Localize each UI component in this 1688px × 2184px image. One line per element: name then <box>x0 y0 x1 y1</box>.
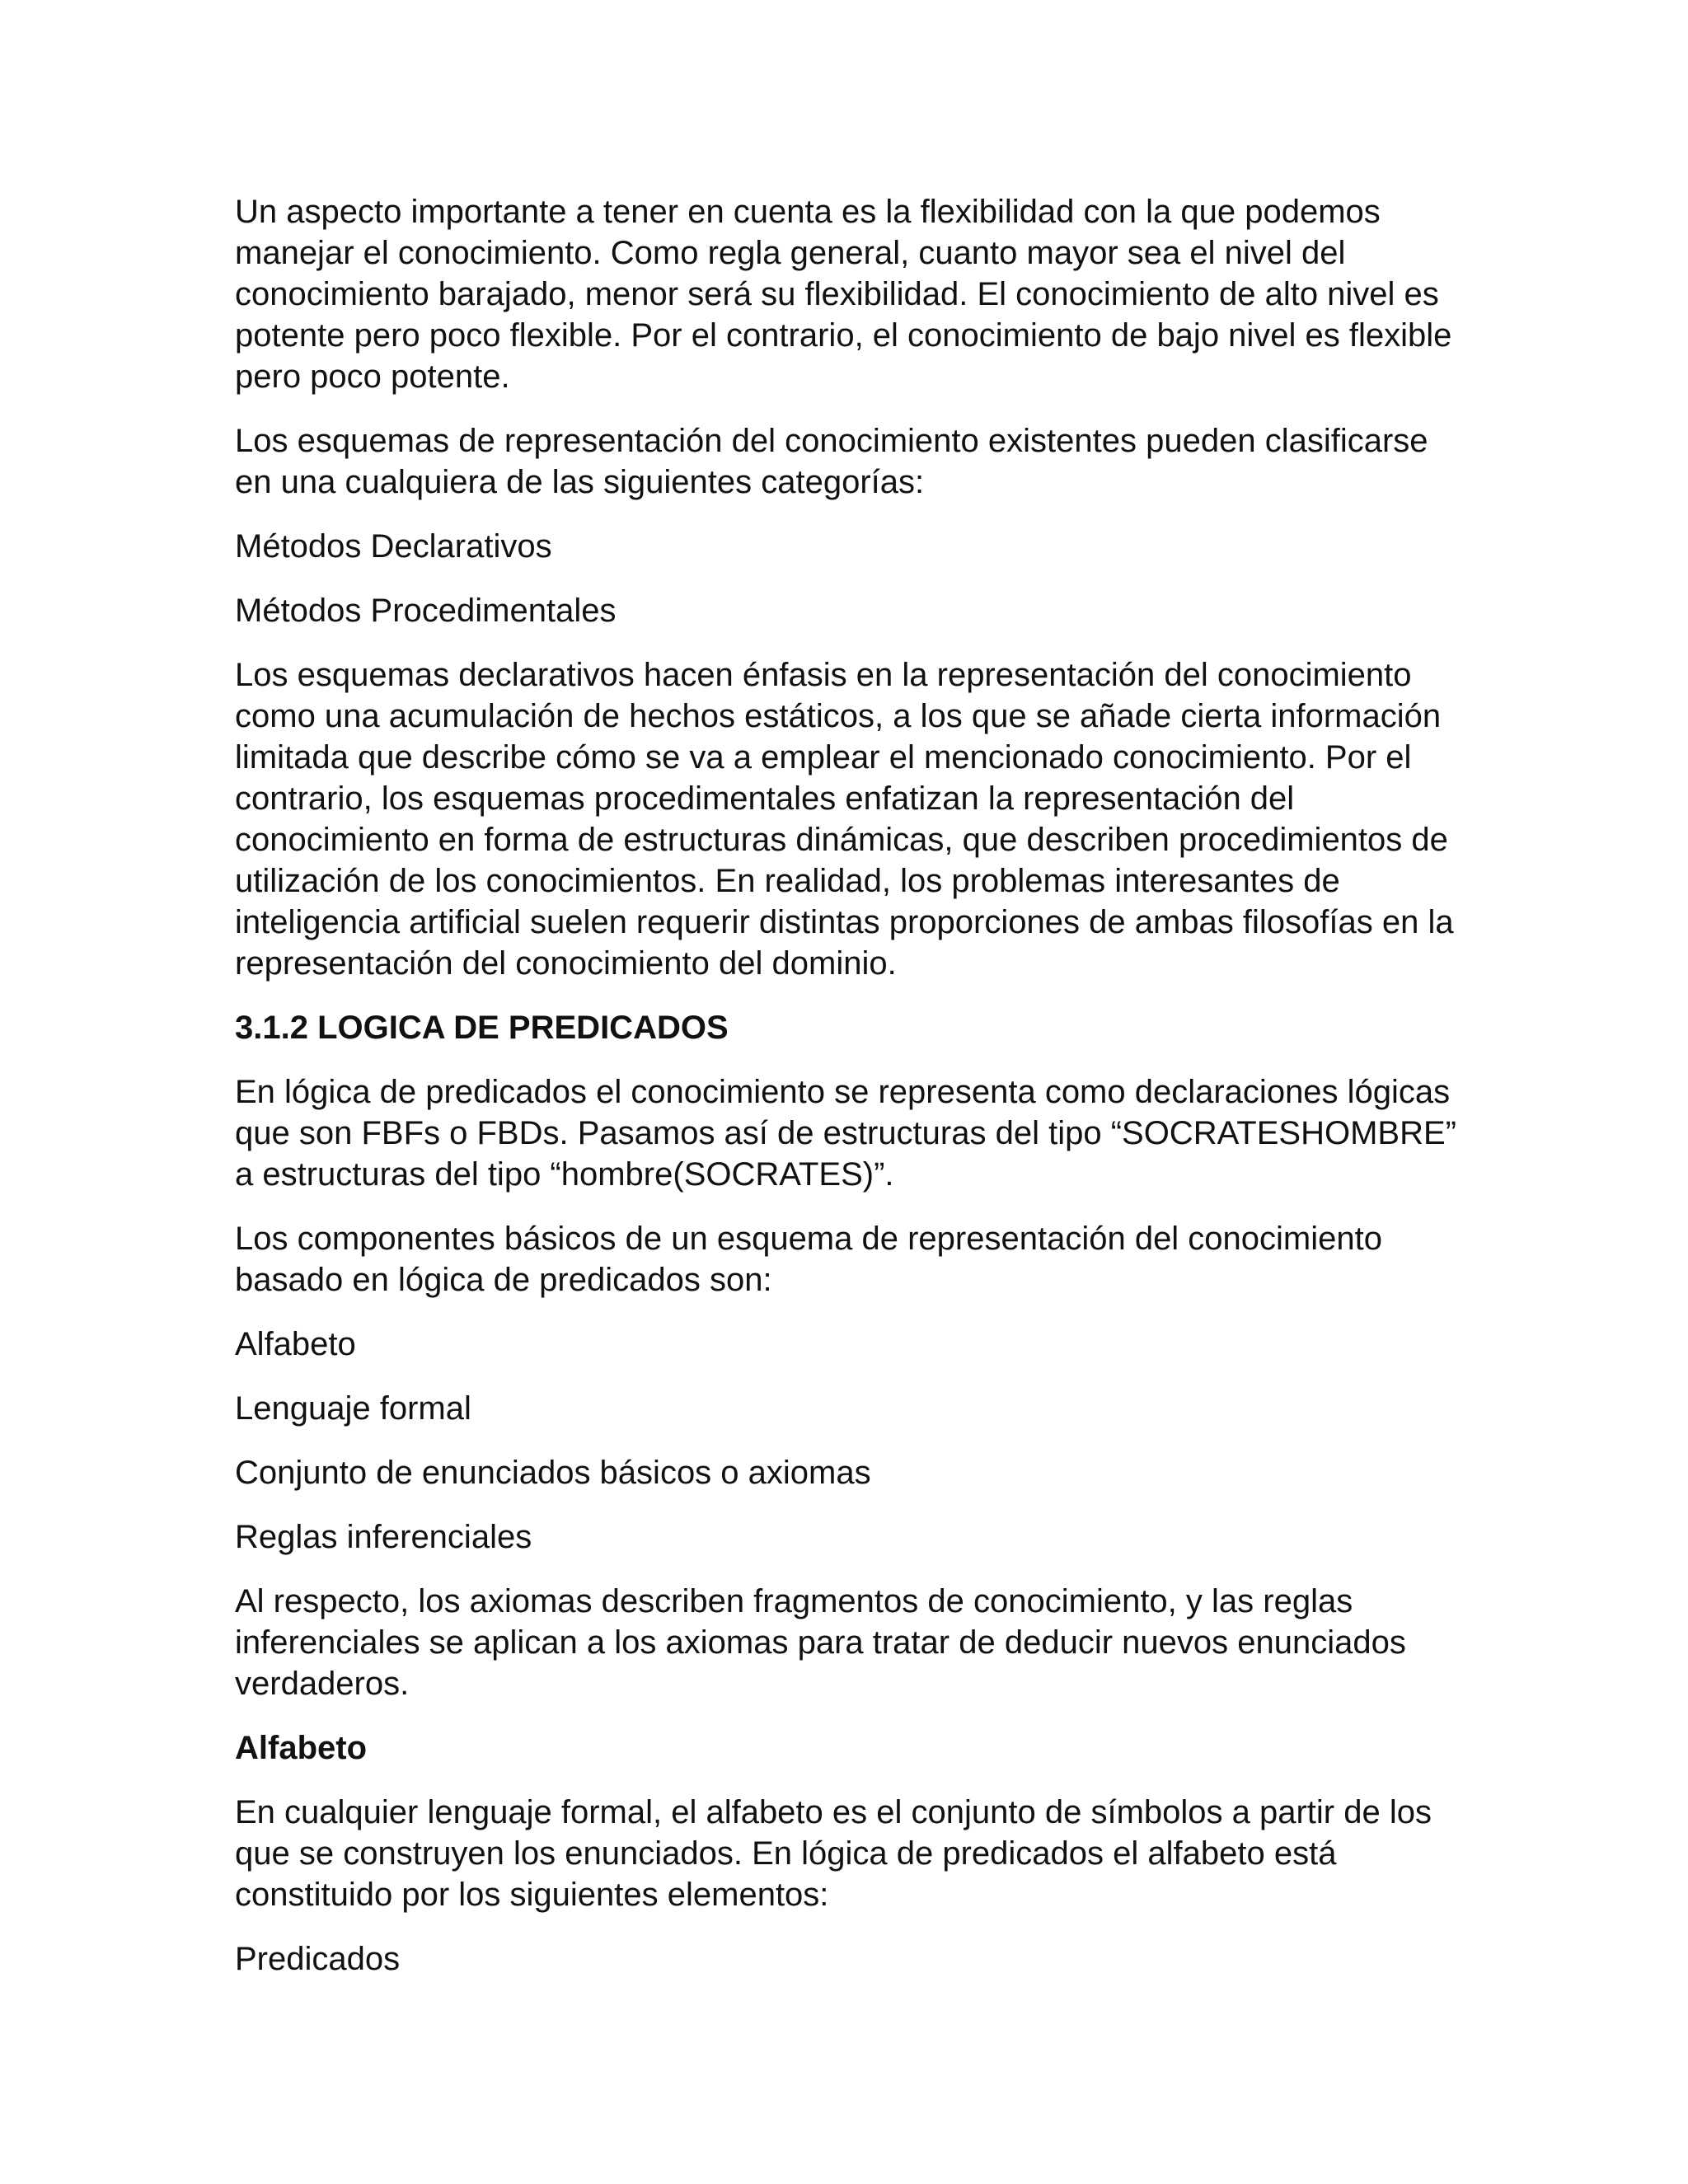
document-page <box>235 191 1471 2003</box>
list-item-predicates: Predicados <box>235 1941 401 1977</box>
paragraph-declarative-vs-procedural: Los esquemas declarativos hacen énfasis en la representación del conocimiento como una acumulación de hechos estáticos, a los que se añade cierta información limitada que describe cómo se va a emplear el mencionado conocimiento. Por el contrario, los esquemas procedimentales enfatizan la representación del conocimiento en forma de estructuras dinámicas, que describen procedimientos de utilización de los conocimientos. En realidad, los problemas interesantes de inteligencia artificial suelen requerir distintas proporciones de ambas filosofías en la representación del conocimiento del dominio. <box>235 657 1454 982</box>
paragraph-flexibility: Un aspecto importante a tener en cuenta es la flexibilidad con la que podemos manejar el conocimiento. Como regla general, cuanto mayor sea el nivel del conocimiento barajado, menor será su flexibilidad. El conocimiento de alto nivel es potente pero poco flexible. Por el contrario, el conocimiento de bajo nivel es flexible pero poco potente. <box>235 194 1452 395</box>
list-item-alphabet: Alfabeto <box>235 1326 356 1362</box>
paragraph-axioms-explanation: Al respecto, los axiomas describen fragmentos de conocimiento, y las reglas inferenciales se aplican a los axiomas para tratar de deducir nuevos enunciados verdaderos. <box>235 1583 1406 1702</box>
paragraph-categories-intro: Los esquemas de representación del conocimiento existentes pueden clasificarse en una cualquiera de las siguientes categorías: <box>235 423 1428 500</box>
paragraph-components-intro: Los componentes básicos de un esquema de representación del conocimiento basado en lógica de predicados son: <box>235 1221 1382 1298</box>
paragraph-predicate-logic: En lógica de predicados el conocimiento se representa como declaraciones lógicas que son FBFs o FBDs. Pasamos así de estructuras del tipo “SOCRATESHOMBRE” a estructuras del tipo “hombre(SOCRATES)”. <box>235 1074 1456 1193</box>
list-item-formal-language: Lenguaje formal <box>235 1390 471 1427</box>
list-item-inference-rules: Reglas inferenciales <box>235 1519 532 1555</box>
list-item-procedural-methods: Métodos Procedimentales <box>235 593 617 629</box>
list-item-declarative-methods: Métodos Declarativos <box>235 528 552 565</box>
paragraph-alphabet-definition: En cualquier lenguaje formal, el alfabeto es el conjunto de símbolos a partir de los que se construyen los enunciados. En lógica de predicados el alfabeto está constituido por los siguientes elementos: <box>235 1794 1432 1913</box>
section-heading: 3.1.2 LOGICA DE PREDICADOS <box>235 1010 729 1046</box>
subheading-alphabet: Alfabeto <box>235 1730 367 1766</box>
list-item-axioms: Conjunto de enunciados básicos o axiomas <box>235 1455 871 1491</box>
